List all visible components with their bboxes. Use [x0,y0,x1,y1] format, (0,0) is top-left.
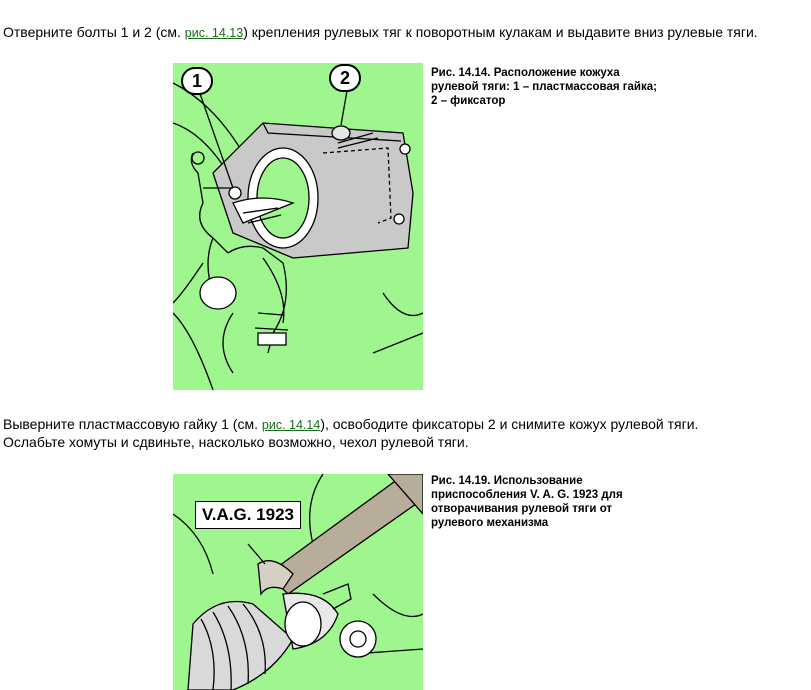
callout-1: 1 [181,67,213,95]
instruction-paragraph-3 [3,433,469,451]
tool-label: V.A.G. 1923 [195,501,301,529]
figure-14-14-caption [431,66,657,108]
instruction-paragraph-2 [3,415,698,434]
callout-2: 2 [329,64,361,92]
caption-line: рулевой тяги: 1 – пластмассовая гайка; [431,81,657,93]
caption-line: приспособления V. A. G. 1923 для [431,489,623,501]
paragraph-text: ), освободите фиксаторы 2 и снимите кожух рулевой тяги. [320,416,699,432]
instruction-paragraph-1 [3,23,758,42]
steering-rod-cover-drawing [173,63,423,390]
paragraph-text: Выверните пластмассовую гайку 1 (см. [3,416,262,432]
paragraph-text: ) крепления рулевых тяг к поворотным кулакам и выдавите вниз рулевые тяги. [243,24,758,40]
caption-line: рулевого механизма [431,517,549,529]
figure-link-14-14[interactable]: рис. 14.14 [261,418,321,432]
paragraph-text: Отверните болты 1 и 2 (см. [3,24,185,40]
figure-14-19-illustration [173,474,423,690]
figure-link-14-13[interactable]: рис. 14.13 [184,26,244,40]
figure-14-19-caption [431,474,623,530]
caption-line: отворачивания рулевой тяги от [431,503,613,515]
caption-line: Рис. 14.19. Использование [431,475,583,487]
paragraph-text: Ослабьте хомуты и сдвиньте, насколько возможно, чехол рулевой тяги. [3,434,469,450]
figure-14-14-illustration [173,63,423,390]
caption-line: Рис. 14.14. Расположение кожуха [431,67,620,79]
caption-line: 2 – фиксатор [431,95,506,107]
